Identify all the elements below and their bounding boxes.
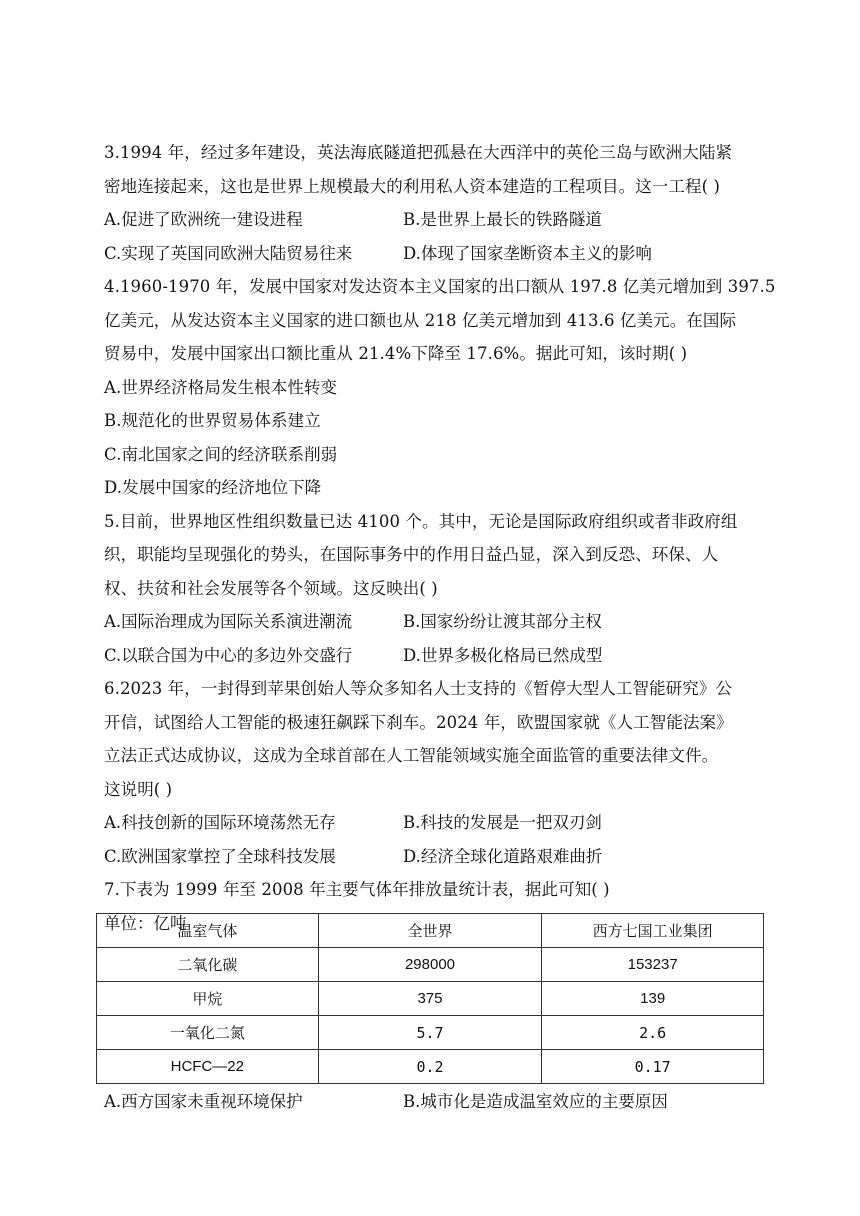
table-row (97, 948, 764, 982)
question-text-line: 织，职能均呈现强化的势头，在国际事务中的作用日益凸显，深入到反恐、环保、人 (104, 545, 719, 564)
table-header-cell: 全世界 (318, 914, 542, 948)
option-b[interactable]: B.国家纷纷让渡其部分主权 (403, 612, 602, 631)
option-b[interactable]: B.城市化是造成温室效应的主要原因 (403, 1092, 668, 1111)
table-cell: 一氧化二氮 (97, 1016, 319, 1050)
question-text-line: 7.下表为 1999 年至 2008 年主要气体年排放量统计表，据此可知( ) (104, 880, 610, 899)
table-cell: 0.2 (318, 1050, 542, 1084)
option-a[interactable]: A.国际治理成为国际关系演进潮流 (104, 612, 353, 631)
table-cell: 0.17 (542, 1050, 764, 1084)
question-text-line: 这说明( ) (104, 779, 173, 799)
options-row (104, 605, 764, 639)
option-d[interactable]: D.体现了国家垄断资本主义的影响 (403, 243, 652, 263)
question-text-line: 5.目前，世界地区性组织数量已达 4100 个。其中，无论是国际政府组织或者非政府组 (104, 511, 738, 531)
option-d[interactable]: D.经济全球化道路艰难曲折 (403, 846, 603, 866)
table-cell: 二氧化碳 (97, 948, 319, 982)
option-c[interactable]: C.以联合国为中心的多边外交盛行 (104, 645, 353, 665)
table-header-cell: 西方七国工业集团 (542, 914, 764, 948)
table-cell: 153237 (542, 948, 764, 982)
table-row (97, 1050, 764, 1084)
question-3 (104, 136, 764, 270)
options-row (104, 1085, 764, 1119)
question-text-line: 密地连接起来，这也是世界上规模最大的利用私人资本建造的工程项目。这一工程( ) (104, 176, 721, 196)
option-c[interactable]: C.南北国家之间的经济联系削弱 (104, 444, 338, 464)
options-row (104, 237, 764, 271)
exam-page (104, 136, 776, 1111)
table-cell: 139 (542, 982, 764, 1016)
question-7-options (104, 1085, 764, 1119)
option-b[interactable]: B.科技的发展是一把双刃剑 (403, 813, 602, 832)
table-row (97, 1016, 764, 1050)
unit-label: 单位：亿吨 (104, 913, 187, 933)
table-cell: 甲烷 (97, 982, 319, 1016)
question-text-line: 6.2023 年，一封得到苹果创始人等众多知名人士支持的《暂停大型人工智能研究》公 (104, 679, 733, 698)
option-b[interactable]: B.是世界上最长的铁路隧道 (403, 210, 602, 229)
table-cell: 2.6 (542, 1016, 764, 1050)
emissions-table (96, 913, 764, 1084)
option-a[interactable]: A.促进了欧洲统一建设进程 (104, 210, 303, 229)
question-text-line: 立法正式达成协议，这成为全球首部在人工智能领域实施全面监管的重要法律文件。 (104, 746, 719, 765)
question-text-line: 亿美元，从发达资本主义国家的进口额也从 218 亿美元增加到 413.6 亿美元。在国际 (104, 310, 737, 330)
option-d[interactable]: D.发展中国家的经济地位下降 (104, 478, 322, 497)
question-4 (104, 270, 776, 505)
option-a[interactable]: A.西方国家未重视环境保护 (104, 1092, 303, 1111)
table-cell: HCFC—22 (97, 1050, 319, 1084)
option-c[interactable]: C.欧洲国家掌控了全球科技发展 (104, 846, 336, 866)
question-text-line: 贸易中，发展中国家出口额比重从 21.4%下降至 17.6%。据此可知，该时期( ) (104, 344, 688, 363)
option-a[interactable]: A.科技创新的国际环境荡然无存 (104, 813, 336, 832)
table-header-cell: 温室气体 (97, 914, 319, 948)
table-cell: 5.7 (318, 1016, 542, 1050)
question-5 (104, 505, 764, 673)
question-6 (104, 672, 764, 873)
option-b[interactable]: B.规范化的世界贸易体系建立 (104, 411, 321, 430)
table-cell: 298000 (318, 948, 542, 982)
options-row (104, 639, 764, 673)
table-cell: 375 (318, 982, 542, 1016)
question-text-line: 开信，试图给人工智能的极速狂飙踩下刹车。2024 年，欧盟国家就《人工智能法案》 (104, 712, 733, 732)
table-row (97, 982, 764, 1016)
option-a[interactable]: A.世界经济格局发生根本性转变 (104, 377, 338, 397)
question-text-line: 4.1960-1970 年，发展中国家对发达资本主义国家的出口额从 197.8 亿美元增加到 397.5 (104, 277, 776, 296)
option-d[interactable]: D.世界多极化格局已然成型 (403, 645, 603, 665)
options-row (104, 806, 764, 840)
question-text-line: 权、扶贫和社会发展等各个领域。这反映出( ) (104, 578, 438, 598)
options-row (104, 840, 764, 874)
table-header-row (97, 914, 764, 948)
options-row (104, 203, 764, 237)
question-text-line: 3.1994 年，经过多年建设，英法海底隧道把孤悬在大西洋中的英伦三岛与欧洲大陆紧 (104, 143, 733, 162)
option-c[interactable]: C.实现了英国同欧洲大陆贸易往来 (104, 243, 353, 263)
